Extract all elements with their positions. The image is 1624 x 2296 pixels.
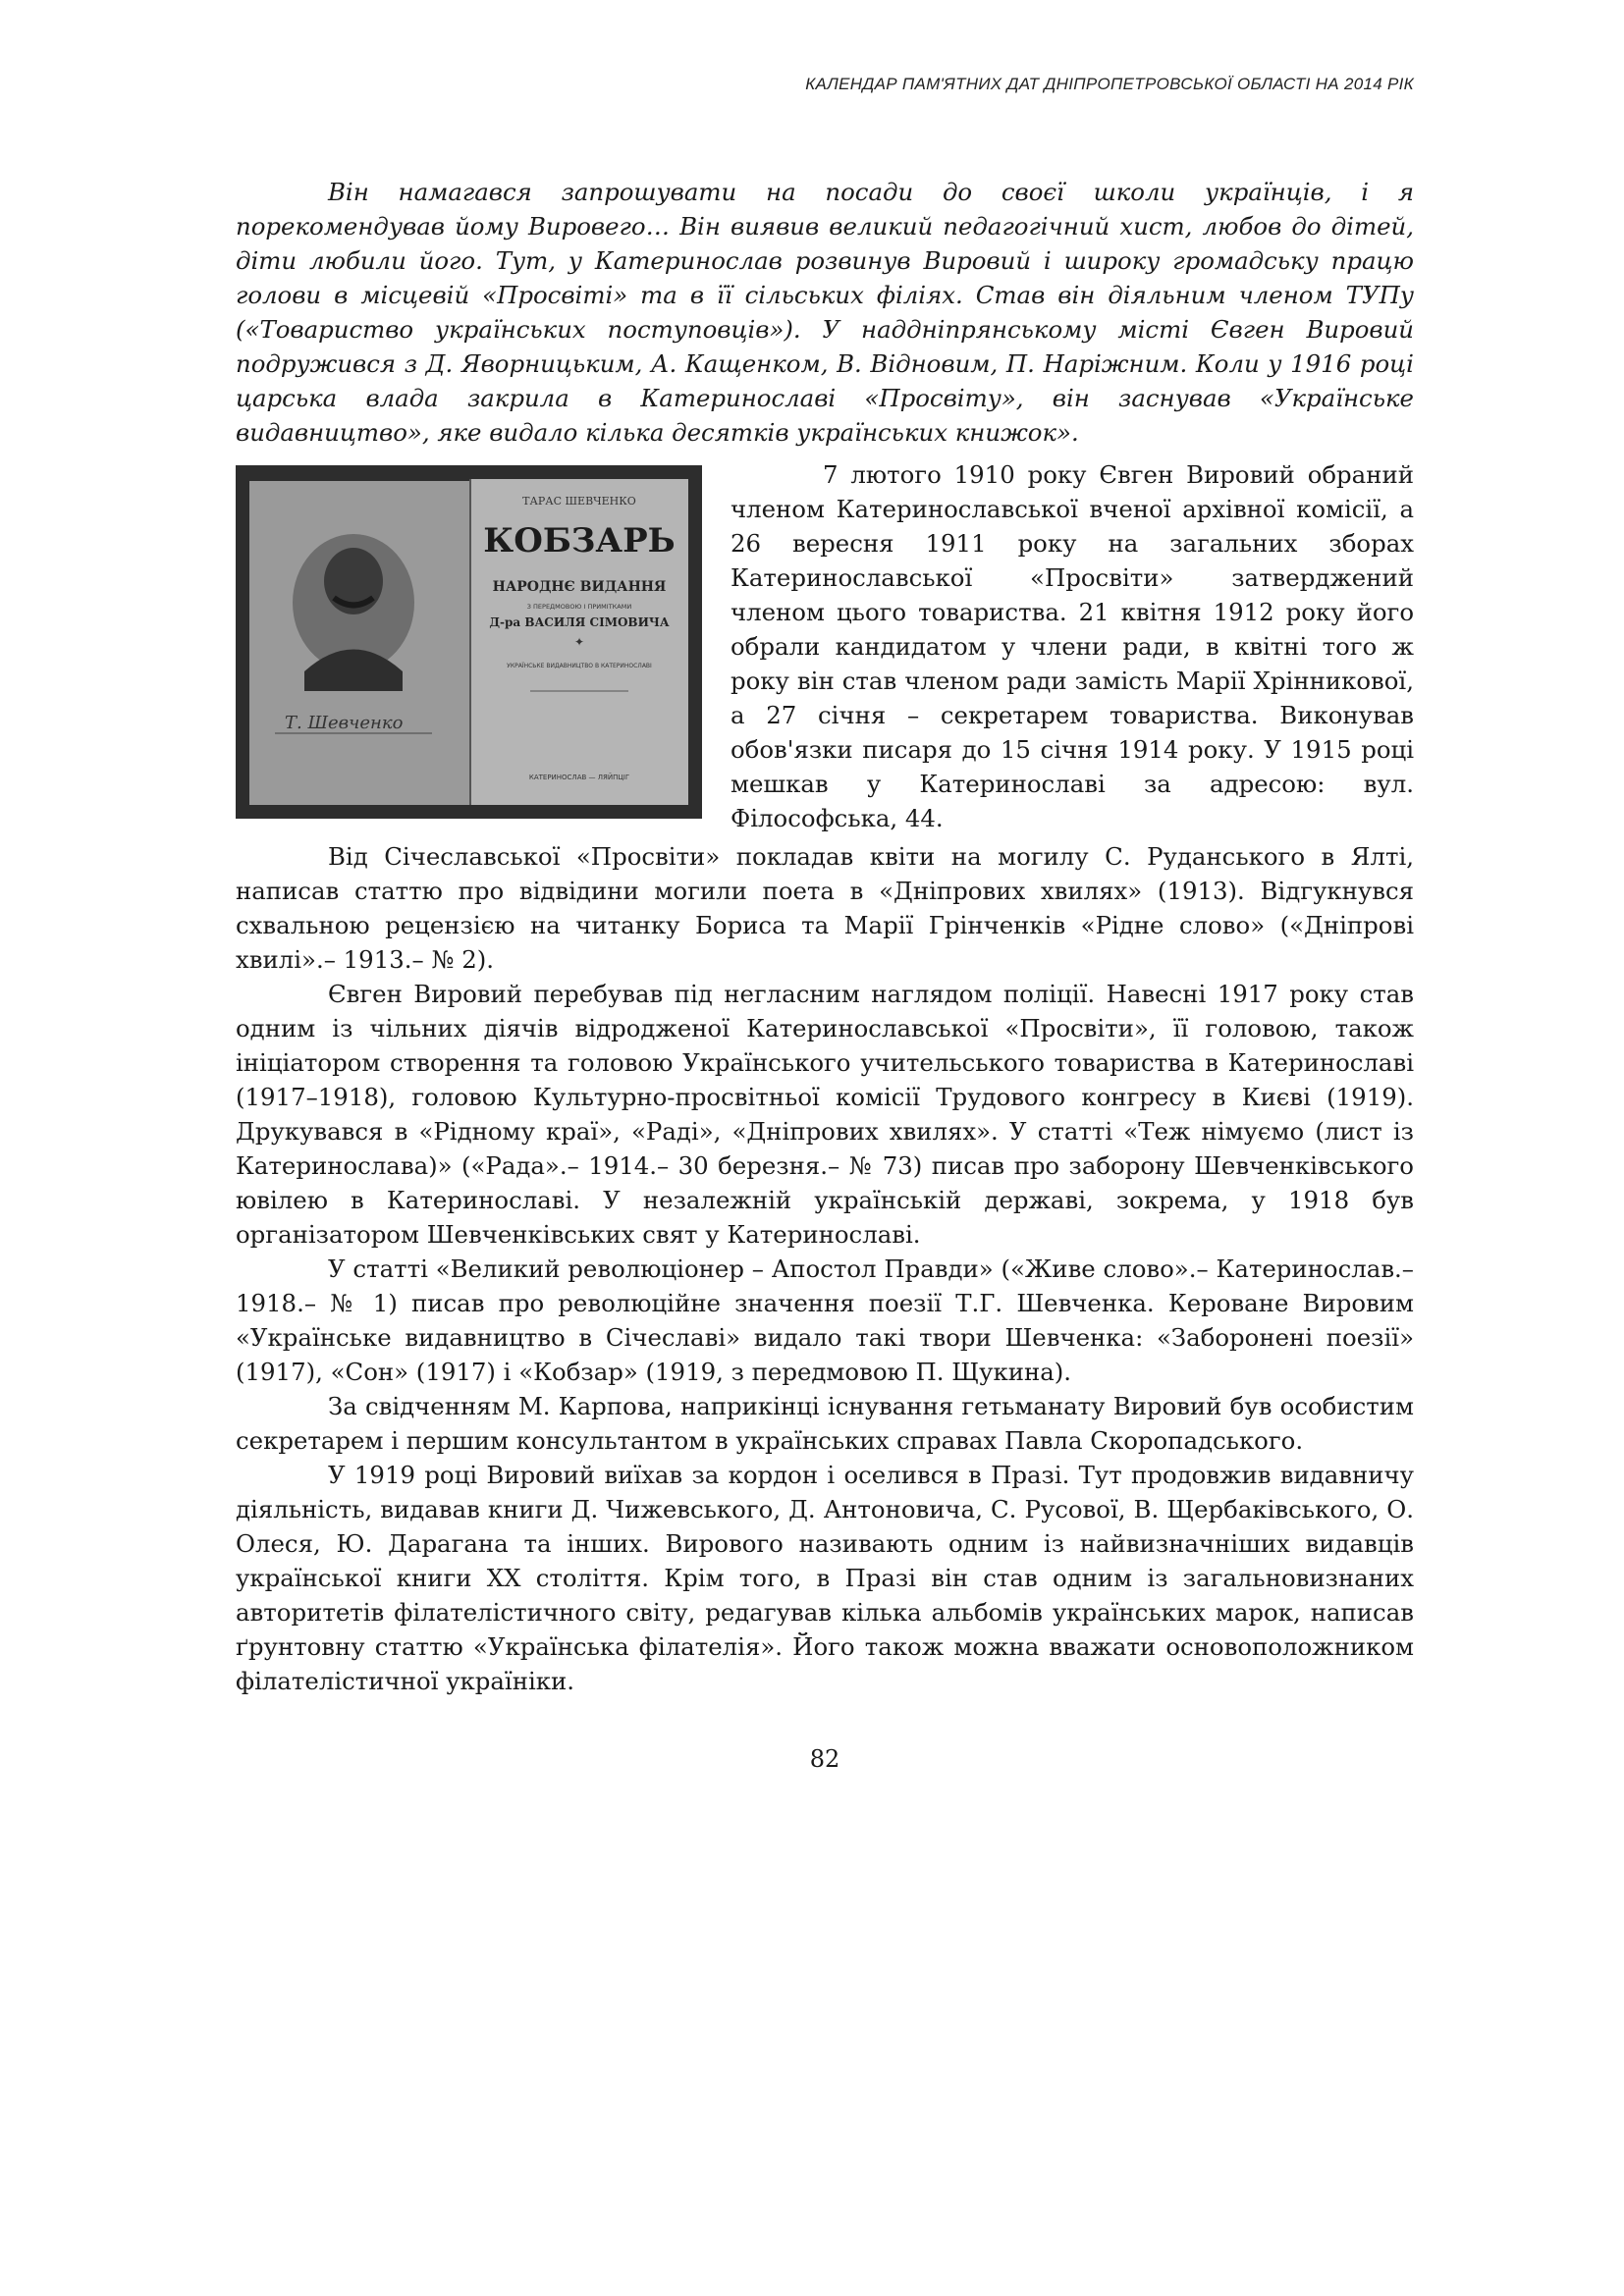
paragraph: У статті «Великий революціонер – Апостол Правди» («Живе слово».– Катеринослав.– 1918.– № 1) писав про революційне значення поезії Т.Г. Шевченка. Кероване Вировим «Українське видавництво в Січеславі» видало такі твори Шевченка: «Заборонені поезії» (1917), «Сон» (1917) і «Кобзар» (1919, з передмовою П. Щукина). [236,1255,1414,1386]
book-editor-line: З ПЕРЕДМОВОЮ І ПРИМІТКАМИ [526,603,632,611]
body-text [236,839,1414,1698]
kobzar-book-photo [236,465,702,819]
book-imprint: КАТЕРИНОСЛАВ — ЛЯЙПЦІГ [528,774,630,781]
book-author: ТАРАС ШЕВЧЕНКО [522,495,636,507]
paragraph: Від Січеславської «Просвіти» покладав квіти на могилу С. Руданського в Ялті, написав статтю про відвідини могили поета в «Дніпрових хвилях» (1913). Відгукнувся схвальною рецензією на читанку Бориса та Марії Грінченків «Рідне слово» («Дніпрові хвилі».– 1913.– № 2). [236,842,1414,974]
italic-quote [236,175,1414,450]
paragraph: У 1919 році Вировий виїхав за кордон і оселився в Празі. Тут продовжив видавничу діяльність, видавав книги Д. Чижевського, Д. Антоновича, С. Русової, В. Щербаківського, О. Олеся, Ю. Дарагана та інших. Вирового називають одним із найвизначніших видавців української книги XX століття. Крім того, в Празі він став одним із загальновизнаних авторитетів філателістичного світу, редагував кілька альбомів українських марок, написав ґрунтовну статтю «Українська філателія». Його також можна вважати основоположником філателістичної україніки. [236,1461,1414,1695]
paragraph: За свідченням М. Карпова, наприкінці існування гетьманату Вировий був особистим секретарем і першим консультантом в українських справах Павла Скоропадського. [236,1392,1414,1455]
side-text [731,457,1414,835]
signature: Т. Шевченко [285,713,404,733]
book-title: КОБЗАРЬ [483,521,676,561]
book-illustration [236,465,702,819]
book-editor: Д-ра ВАСИЛЯ СІМОВИЧА [489,615,670,629]
page-number: 82 [809,1745,840,1773]
running-header: КАЛЕНДАР ПАМ'ЯТНИХ ДАТ ДНІПРОПЕТРОВСЬКОЇ ОБЛАСТІ НА 2014 РІК [805,75,1414,93]
ornament-icon: ✦ [573,635,585,649]
side-paragraph: 7 лютого 1910 року Євген Вировий обраний членом Катеринославської вченої архівної комісії, а 26 вересня 1911 року на загальних зборах Катеринославської «Просвіти» затверджений членом цього товариства. 21 квітня 1912 року його обрали кандидатом у члени ради, в квітні того ж року він став членом ради замість Марії Хрінникової, а 27 січня – секретарем товариства. Виконував обов'язки писаря до 15 січня 1914 року. У 1915 році мешкав у Катеринославі за адресою: вул. Філософська, 44. [731,460,1414,832]
portrait-icon [293,534,414,691]
book-publisher: УКРАЇНСЬКЕ ВИДАВНИЦТВО В КАТЕРИНОСЛАВІ [507,663,652,669]
book-subtitle: НАРОДНЄ ВИДАННЯ [492,579,667,595]
quote-paragraph: Він намагався запрошувати на посади до своєї школи українців, і я порекомендував йому Вировего… Він виявив великий педагогічний хист, любов до дітей, діти любили його. Тут, у Катеринослав розвинув Вировий і широку громадську працю голови в місцевій «Просвіті» та в її сільських філіях. Став він діяльним членом ТУПу («Товариство українських поступовців»). У наддніпрянському місті Євген Вировий подружився з Д. Яворницьким, А. Кащенком, В. Відновим, П. Наріжним. Коли у 1916 році царська влада закрила в Катеринославі «Просвіту», він заснував «Українське видавництво», яке видало кілька десятків українських книжок». [236,178,1414,447]
paragraph: Євген Вировий перебував під негласним наглядом поліції. Навесні 1917 року став одним із чільних діячів відродженої Катеринославської «Просвіти», її головою, також ініціатором створення та головою Українського учительського товариства в Катеринославі (1917–1918), головою Культурно-просвітньої комісії Трудового конгресу в Києві (1919). Друкувався в «Рідному краї», «Раді», «Дніпрових хвилях». У статті «Теж німуємо (лист із Катеринослава)» («Рада».– 1914.– 30 березня.– № 73) писав про заборону Шевченківського ювілею в Катеринославі. У незалежній українській державі, зокрема, у 1918 був організатором Шевченківських свят у Катеринославі. [236,980,1414,1249]
